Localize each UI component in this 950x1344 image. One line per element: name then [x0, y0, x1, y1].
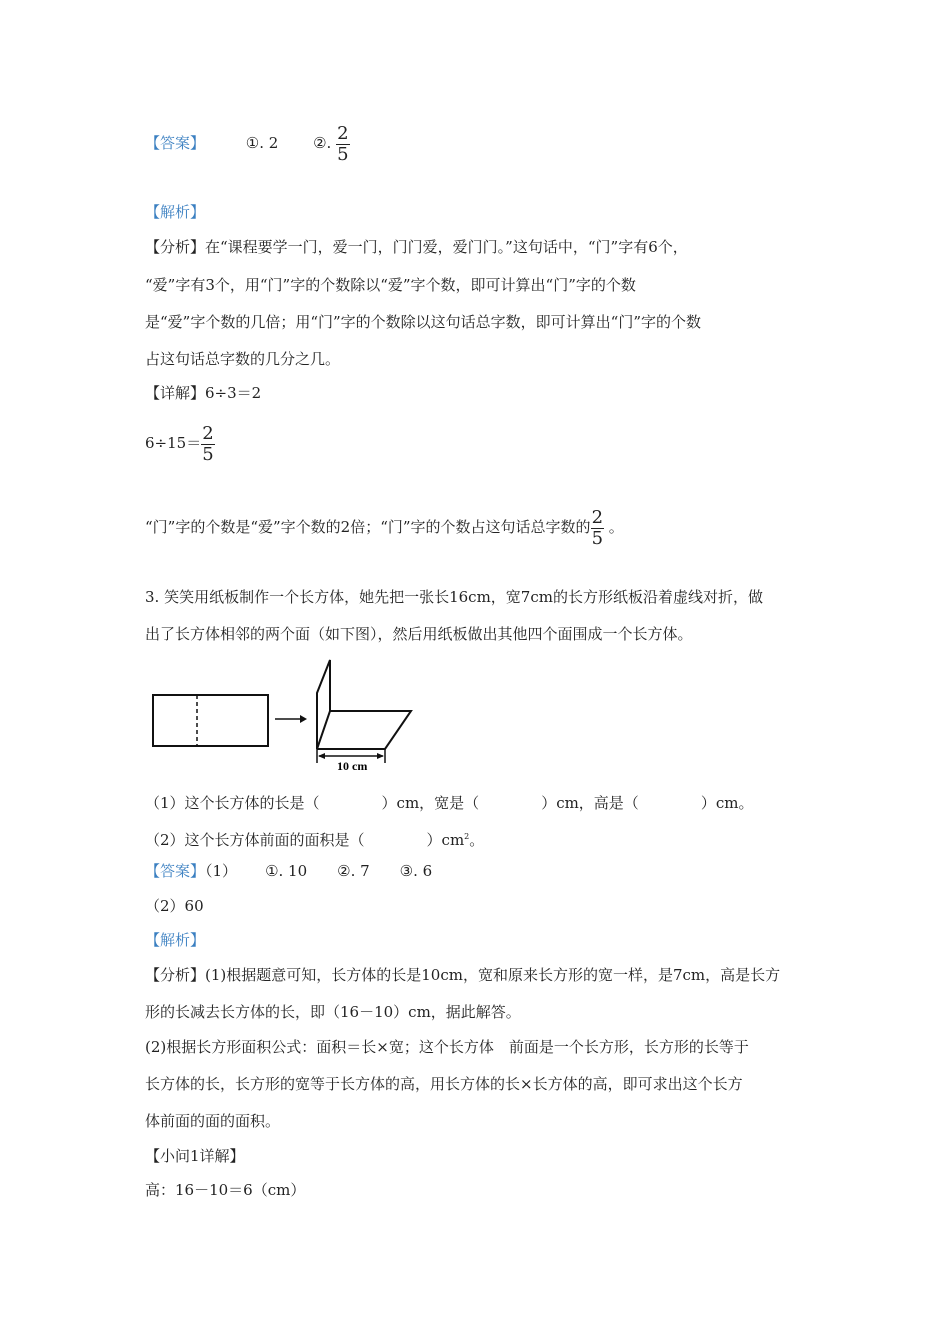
- text: 。: [469, 831, 485, 849]
- fold-figure: [145, 655, 425, 780]
- detail-label: 【详解】: [145, 384, 206, 402]
- fenxi-line: (2)根据长方形面积公式：面积＝长×宽；这个长方体 前面是一个长方形，长方形的长等于: [145, 1038, 749, 1056]
- q3-answer-2: （2）60: [145, 897, 204, 915]
- detail-line: [145, 418, 215, 468]
- conclusion-suffix: 。: [608, 518, 624, 536]
- fenxi-line: 体前面的面的面积。: [145, 1112, 281, 1130]
- fraction: [201, 424, 214, 465]
- denominator: 5: [337, 143, 349, 165]
- detail-line: 高：16－10＝6（cm）: [145, 1181, 306, 1199]
- fenxi-line: 是“爱”字个数的几倍；用“门”字的个数除以这句话总字数，即可计算出“门”字的个数: [145, 313, 702, 331]
- q3-stem: 出了长方体相邻的两个面（如下图），然后用纸板做出其他四个面围成一个长方体。: [145, 625, 693, 643]
- text: ①. 10: [265, 862, 308, 880]
- denominator: 5: [591, 527, 604, 549]
- text: （1）: [205, 862, 238, 880]
- fenxi-line: “爱”字有3个，用“门”字的个数除以“爱”字个数，即可计算出“门”字的个数: [145, 276, 636, 294]
- numerator: 2: [337, 122, 349, 144]
- text: （1）这个长方体的长是（: [145, 794, 320, 812]
- detail-text: 6÷3＝2: [205, 384, 262, 402]
- text: ）cm。: [700, 794, 754, 812]
- superscript: 2: [464, 832, 470, 841]
- fenxi-text: 在“课程要学一门，爱一门，门门爱，爱门门。”这句话中，“门”字有6个，: [205, 238, 688, 256]
- q2-answer: [145, 118, 350, 168]
- q3-stem: 3. 笑笑用纸板制作一个长方体，她先把一张长16cm，宽7cm的长方形纸板沿着虚线对折，做: [145, 588, 763, 606]
- analysis-label: 【解析】: [145, 203, 206, 221]
- fenxi-line: 占这句话总字数的几分之几。: [145, 350, 341, 368]
- fenxi-label: 【分析】: [145, 238, 206, 256]
- numerator: 2: [591, 506, 604, 528]
- text: ）cm，高是（: [541, 794, 639, 812]
- text: ）cm，宽是（: [381, 794, 480, 812]
- text: ）cm: [426, 831, 465, 849]
- answer-1: ①. 2: [245, 134, 279, 152]
- fenxi-line: [145, 237, 688, 257]
- numerator: 2: [202, 422, 214, 444]
- fenxi-line: 长方体的长，长方形的宽等于长方体的高，用长方体的长×长方体的高，即可求出这个长方: [145, 1075, 743, 1093]
- fenxi-text: (1)根据题意可知，长方体的长是10cm，宽和原来长方形的宽一样，是7cm，高是长方: [205, 966, 781, 984]
- text: ③. 6: [399, 862, 433, 880]
- sub-question-2: [145, 827, 484, 850]
- dimension-label: 10 cm: [337, 759, 368, 773]
- conclusion-text: “门”字的个数是“爱”字个数的2倍；“门”字的个数占这句话总字数的: [145, 518, 591, 536]
- fenxi-label: 【分析】: [145, 966, 206, 984]
- answer-2-prefix: ②.: [313, 134, 332, 152]
- q3-answer: [145, 861, 432, 881]
- text: （2）这个长方体前面的面积是（: [145, 831, 365, 849]
- fraction: [336, 124, 349, 165]
- fenxi-line: 形的长减去长方体的长，即（16－10）cm，据此解答。: [145, 1003, 521, 1021]
- denominator: 5: [202, 443, 214, 465]
- detail-label: 【小问1详解】: [145, 1147, 245, 1165]
- sub-question-1: [145, 793, 753, 813]
- answer-label: 【答案】: [145, 862, 206, 880]
- answer-label: 【答案】: [145, 134, 206, 152]
- analysis-label: 【解析】: [145, 931, 206, 949]
- text: ②. 7: [337, 862, 370, 880]
- detail-prefix: 6÷15＝: [145, 434, 202, 452]
- folded-board: [317, 660, 330, 749]
- detail-line: [145, 383, 261, 403]
- conclusion-line: [145, 502, 624, 552]
- fraction: [591, 508, 604, 549]
- flat-board: [153, 695, 268, 746]
- fenxi-line: [145, 965, 780, 985]
